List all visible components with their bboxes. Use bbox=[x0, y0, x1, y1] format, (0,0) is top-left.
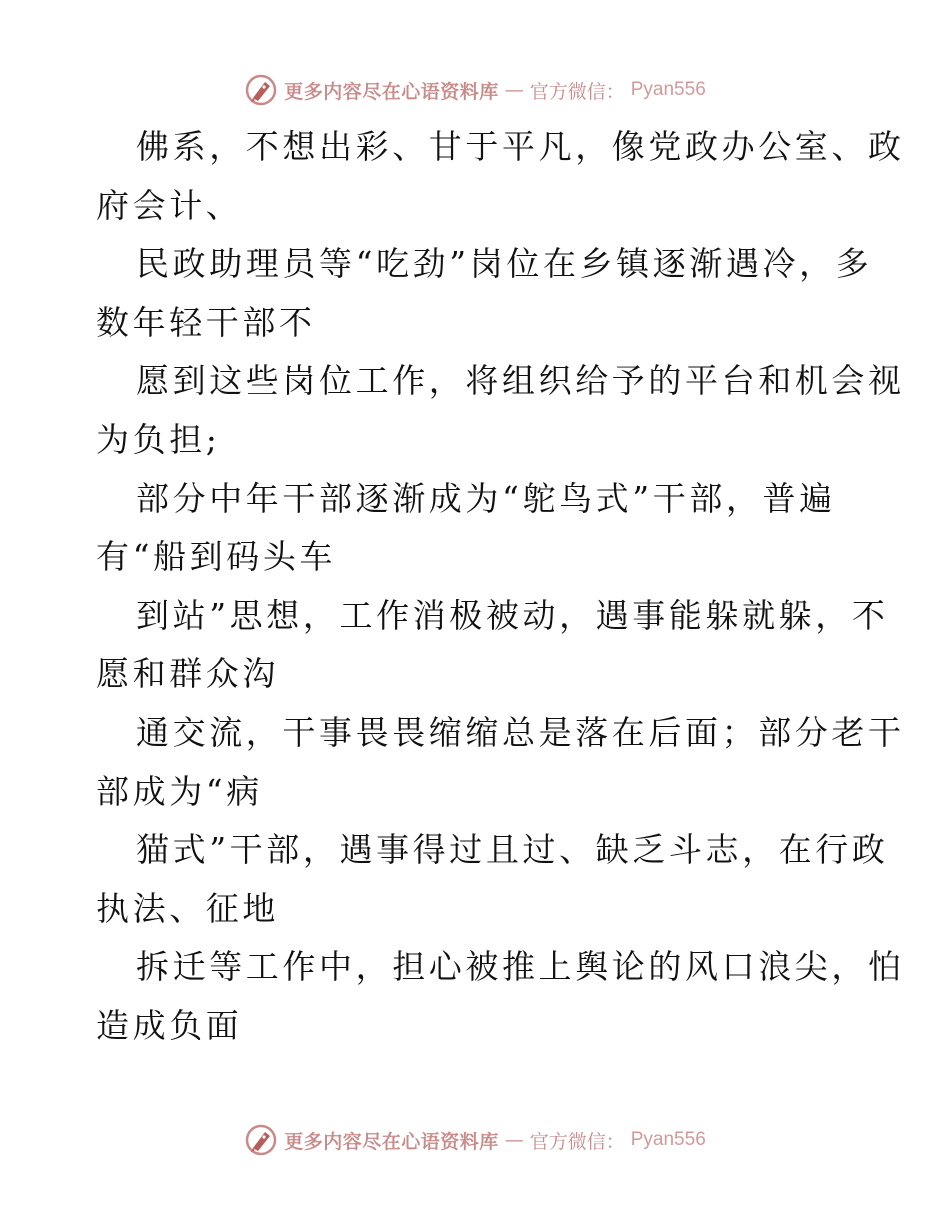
body-line: 为负担; bbox=[96, 419, 221, 459]
watermark-main-text: 更多内容尽在心语资料库 bbox=[284, 1130, 499, 1153]
body-line: 执法、征地 bbox=[96, 888, 279, 928]
watermark-wechat-id: Pyan556 bbox=[630, 79, 706, 100]
body-line: 府会计、 bbox=[96, 185, 243, 225]
pen-nib-logo-icon bbox=[244, 1123, 278, 1157]
body-line: 猫式”干部，遇事得过且过、缺乏斗志，在行政 bbox=[136, 830, 889, 870]
body-line: 愿和群众沟 bbox=[96, 654, 279, 694]
body-line: 愿到这些岗位工作，将组织给予的平台和机会视 bbox=[136, 361, 905, 401]
body-line: 民政助理员等“吃劲”岗位在乡镇逐渐遇冷，多 bbox=[136, 244, 873, 284]
body-line: 通交流，干事畏畏缩缩总是落在后面；部分老干 bbox=[136, 712, 905, 752]
pen-nib-logo-icon bbox=[244, 73, 278, 107]
watermark-separator: — bbox=[504, 79, 524, 101]
watermark-separator: — bbox=[504, 1129, 524, 1151]
body-line: 佛系，不想出彩、甘于平凡，像党政办公室、政 bbox=[136, 127, 905, 166]
body-line: 有“船到码头车 bbox=[96, 537, 337, 577]
watermark-sub-text: 官方微信： bbox=[529, 80, 625, 103]
body-line: 部成为“病 bbox=[96, 771, 263, 811]
header-watermark bbox=[0, 70, 950, 110]
footer-watermark bbox=[0, 1120, 950, 1160]
body-line: 造成负面 bbox=[96, 1005, 243, 1045]
body-line: 到站”思想，工作消极被动，遇事能躲就躲，不 bbox=[136, 595, 889, 635]
document-body bbox=[96, 118, 905, 1056]
watermark-wechat-id: Pyan556 bbox=[630, 1129, 706, 1150]
body-line: 部分中年干部逐渐成为“鸵鸟式”干部，普遍 bbox=[136, 478, 836, 518]
body-line: 数年轻干部不 bbox=[96, 302, 316, 342]
watermark-main-text: 更多内容尽在心语资料库 bbox=[284, 80, 499, 103]
body-line: 拆迁等工作中，担心被推上舆论的风口浪尖，怕 bbox=[136, 947, 905, 987]
watermark-sub-text: 官方微信： bbox=[529, 1130, 625, 1153]
